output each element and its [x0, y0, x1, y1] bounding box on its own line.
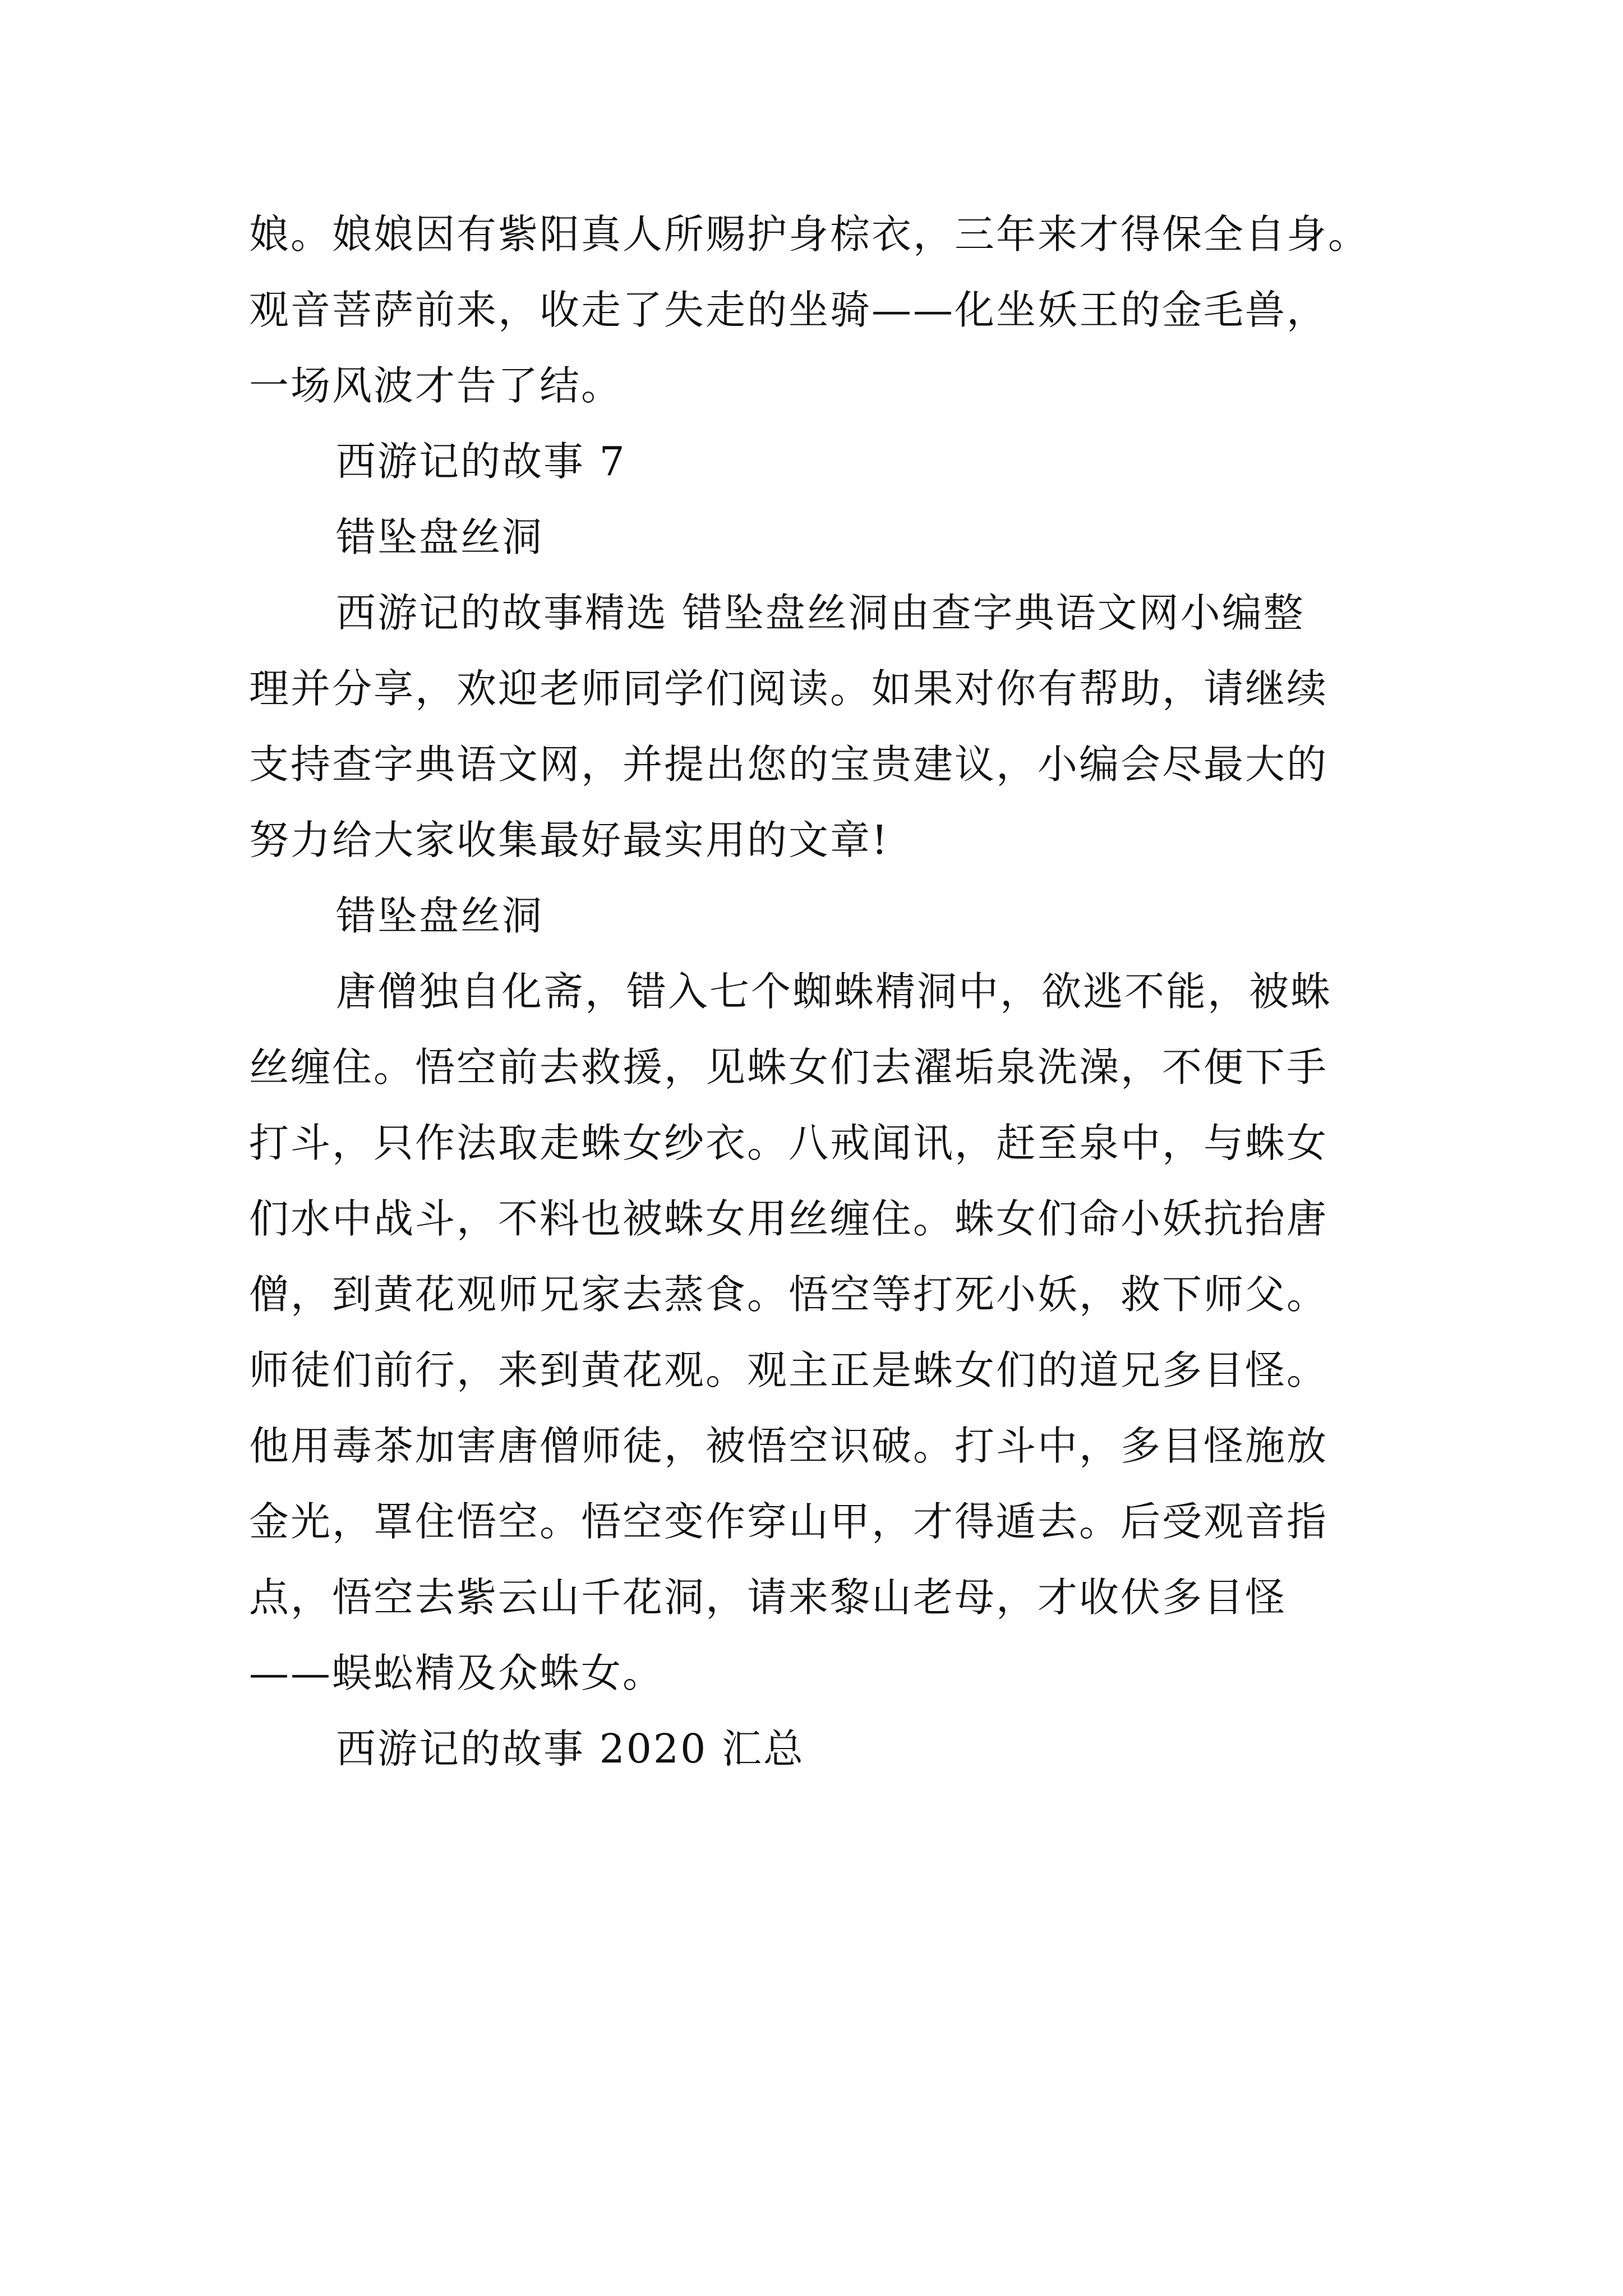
paragraph-line: 金光，罩住悟空。悟空变作穿山甲，才得遁去。后受观音指: [249, 1498, 1329, 1545]
paragraph-line: 们水中战斗，不料也被蛛女用丝缠住。蛛女们命小妖抗抬唐: [249, 1195, 1329, 1242]
paragraph-line: 理并分享，欢迎老师同学们阅读。如果对你有帮助，请继续: [249, 665, 1329, 712]
paragraph-line: 努力给大家收集最好最实用的文章!: [249, 817, 889, 863]
paragraph-line: 僧，到黄花观师兄家去蒸食。悟空等打死小妖，救下师父。: [249, 1271, 1329, 1318]
paragraph-line: 丝缠住。悟空前去救援，见蛛女们去濯垢泉洗澡，不便下手: [249, 1044, 1329, 1091]
paragraph-line: 西游记的故事精选 错坠盘丝洞由查字典语文网小编整: [336, 590, 1305, 636]
paragraph-line: 打斗，只作法取走蛛女纱衣。八戒闻讯，赶至泉中，与蛛女: [249, 1120, 1329, 1166]
paragraph-line: 娘。娘娘因有紫阳真人所赐护身棕衣，三年来才得保全自身。: [249, 211, 1370, 257]
paragraph-line: 他用毒茶加害唐僧师徒，被悟空识破。打斗中，多目怪施放: [249, 1423, 1329, 1469]
paragraph-line: 观音菩萨前来，收走了失走的坐骑——化坐妖王的金毛兽，: [249, 287, 1329, 333]
story-title: 错坠盘丝洞: [336, 514, 544, 560]
paragraph-line: ——蜈蚣精及众蛛女。: [249, 1650, 665, 1696]
section-heading: 西游记的故事 7: [336, 438, 626, 485]
paragraph-line: 点，悟空去紫云山千花洞，请来黎山老母，才收伏多目怪: [249, 1574, 1287, 1621]
paragraph-line: 师徒们前行，来到黄花观。观主正是蛛女们的道兄多目怪。: [249, 1347, 1329, 1393]
section-heading: 西游记的故事 2020 汇总: [336, 1726, 805, 1772]
paragraph-line: 支持查字典语文网，并提出您的宝贵建议，小编会尽最大的: [249, 741, 1329, 788]
story-title: 错坠盘丝洞: [336, 892, 544, 939]
document-body: [249, 196, 1404, 1787]
paragraph-line: 一场风波才告了结。: [249, 362, 623, 409]
paragraph-line: 唐僧独自化斋，错入七个蜘蛛精洞中，欲逃不能，被蛛: [336, 968, 1332, 1015]
